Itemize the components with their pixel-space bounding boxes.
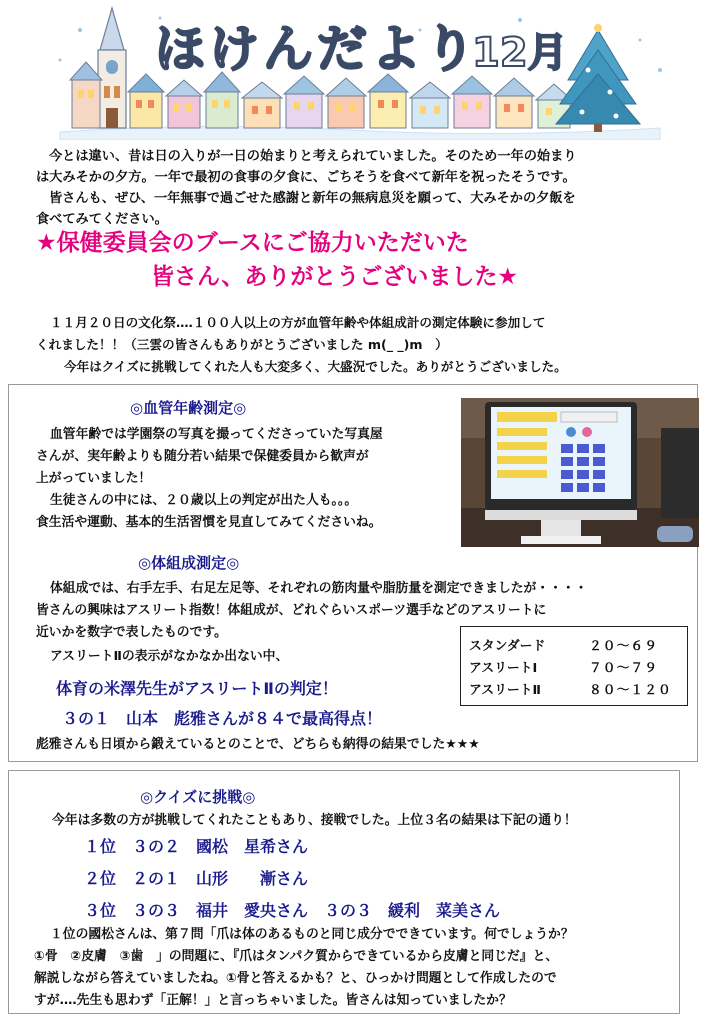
scale-name: アスリートⅡ bbox=[469, 682, 541, 698]
vascular-line: 食生活や運動、基本的生活習慣を見直してみてくださいね。 bbox=[36, 515, 382, 530]
intro-line: 食べてみてください。 bbox=[36, 212, 168, 227]
rank-first: １位 ３の２ 國松 星希さん bbox=[84, 837, 309, 856]
page-title: ほけんだより bbox=[155, 20, 479, 78]
quiz-intro: 今年は多数の方が挑戦してくれたこともあり、接戦でした。上位３名の結果は下記の通り！ bbox=[52, 813, 577, 828]
scale-range: ２０～６９ bbox=[589, 638, 658, 654]
thanks-line-2: 皆さん、ありがとうございました★ bbox=[151, 264, 518, 290]
festival-line: 今年はクイズに挑戦してくれた人も大変多く、大盛況でした。ありがとうございました。 bbox=[64, 359, 567, 374]
scale-range: ７０～７９ bbox=[589, 660, 658, 676]
body-comp-line: 皆さんの興味はアスリート指数！体組成が、どれぐらいスポーツ選手などのアスリートに bbox=[36, 603, 547, 618]
body-comp-line: 近いかを数字で表したものです。 bbox=[36, 625, 227, 640]
header-illustration bbox=[0, 0, 706, 140]
vascular-line: 血管年齢では学園祭の写真を撮ってくださっていた写真屋 bbox=[50, 427, 383, 442]
quiz-line: 解説しながら答えていましたね。①骨と答えるかも？と、ひっかけ問題として作成したので bbox=[34, 971, 557, 986]
thanks-headline bbox=[36, 226, 518, 294]
scale-name: スタンダード bbox=[469, 638, 546, 654]
blood-vessel-age-monitor-icon bbox=[461, 398, 699, 547]
festival-section bbox=[36, 312, 686, 378]
intro-section bbox=[36, 146, 676, 230]
festival-line: くれました！！（三雲の皆さんもありがとうございました m(_ _)m ） bbox=[36, 337, 448, 352]
rank-third: ３位 ３の３ 福井 愛央さん ３の３ 緩利 菜美さん bbox=[84, 901, 501, 920]
church-icon bbox=[98, 8, 126, 128]
highlight-teacher: 体育の米澤先生がアスリートⅡの判定！ bbox=[56, 679, 338, 698]
quiz-heading: ◎クイズに挑戦◎ bbox=[140, 788, 256, 806]
quiz-line: すが‥‥先生も思わず「正解！」と言っちゃいました。皆さんは知っていましたか？ bbox=[34, 993, 512, 1008]
intro-line: 今とは違い、昔は日の入りが一日の始まりと考えられていました。そのため一年の始まり bbox=[49, 149, 577, 164]
quiz-line: ①骨 ②皮膚 ③歯 」の問題に、『爪はタンパク質からできているから皮膚と同じだ』と、 bbox=[34, 949, 559, 964]
month-label: 12月 bbox=[472, 30, 568, 76]
thanks-line-1: ★保健委員会のブースにご協力いただいた bbox=[36, 230, 469, 256]
table-row bbox=[469, 677, 679, 699]
highlight-top-score: ３の１ 山本 彪雅さんが８４で最高得点！ bbox=[62, 709, 383, 728]
scale-name: アスリートⅠ bbox=[469, 660, 538, 676]
table-row bbox=[469, 633, 679, 655]
body-comp-heading: ◎体組成測定◎ bbox=[138, 554, 240, 572]
winter-town-illustration bbox=[0, 0, 706, 140]
body-comp-line: アスリートⅡの表示がなかなか出ない中、 bbox=[50, 649, 289, 664]
athlete-index-table bbox=[460, 626, 688, 706]
body-comp-closing: 彪雅さんも日頃から鍛えているとのことで、どちらも納得の結果でした★★★ bbox=[36, 737, 480, 752]
table-row bbox=[469, 655, 679, 677]
intro-line: 皆さんも、ぜひ、一年無事で過ごせた感謝と新年の無病息災を願って、大みそかの夕飯を bbox=[49, 191, 576, 206]
vascular-line: 上がっていました！ bbox=[36, 471, 152, 486]
device-photo bbox=[461, 398, 699, 547]
vascular-line: さんが、実年齢よりも随分若い結果で保健委員から歓声が bbox=[36, 449, 369, 464]
body-comp-line: 体組成では、右手左手、右足左足等、それぞれの筋肉量や脂肪量を測定できましたが・・・・ bbox=[50, 581, 588, 596]
intro-line: は大みそかの夕方。一年で最初の食事の夕食に、ごちそうを食べて新年を祝ったそうです。 bbox=[36, 170, 576, 185]
scale-range: ８０～１２０ bbox=[589, 682, 672, 698]
vascular-heading: ◎血管年齢測定◎ bbox=[130, 399, 247, 417]
christmas-tree-icon bbox=[556, 24, 640, 132]
vascular-line: 生徒さんの中には、２０歳以上の判定が出た人も。。。 bbox=[50, 493, 358, 508]
rank-second: ２位 ２の１ 山形 漸さん bbox=[84, 869, 309, 888]
festival-line: １１月２０日の文化祭‥‥１００人以上の方が血管年齢や体組成計の測定体験に参加して bbox=[50, 315, 546, 330]
quiz-line: １位の國松さんは、第７問「爪は体のあるものと同じ成分でできています。何でしょうか？ bbox=[50, 927, 574, 942]
